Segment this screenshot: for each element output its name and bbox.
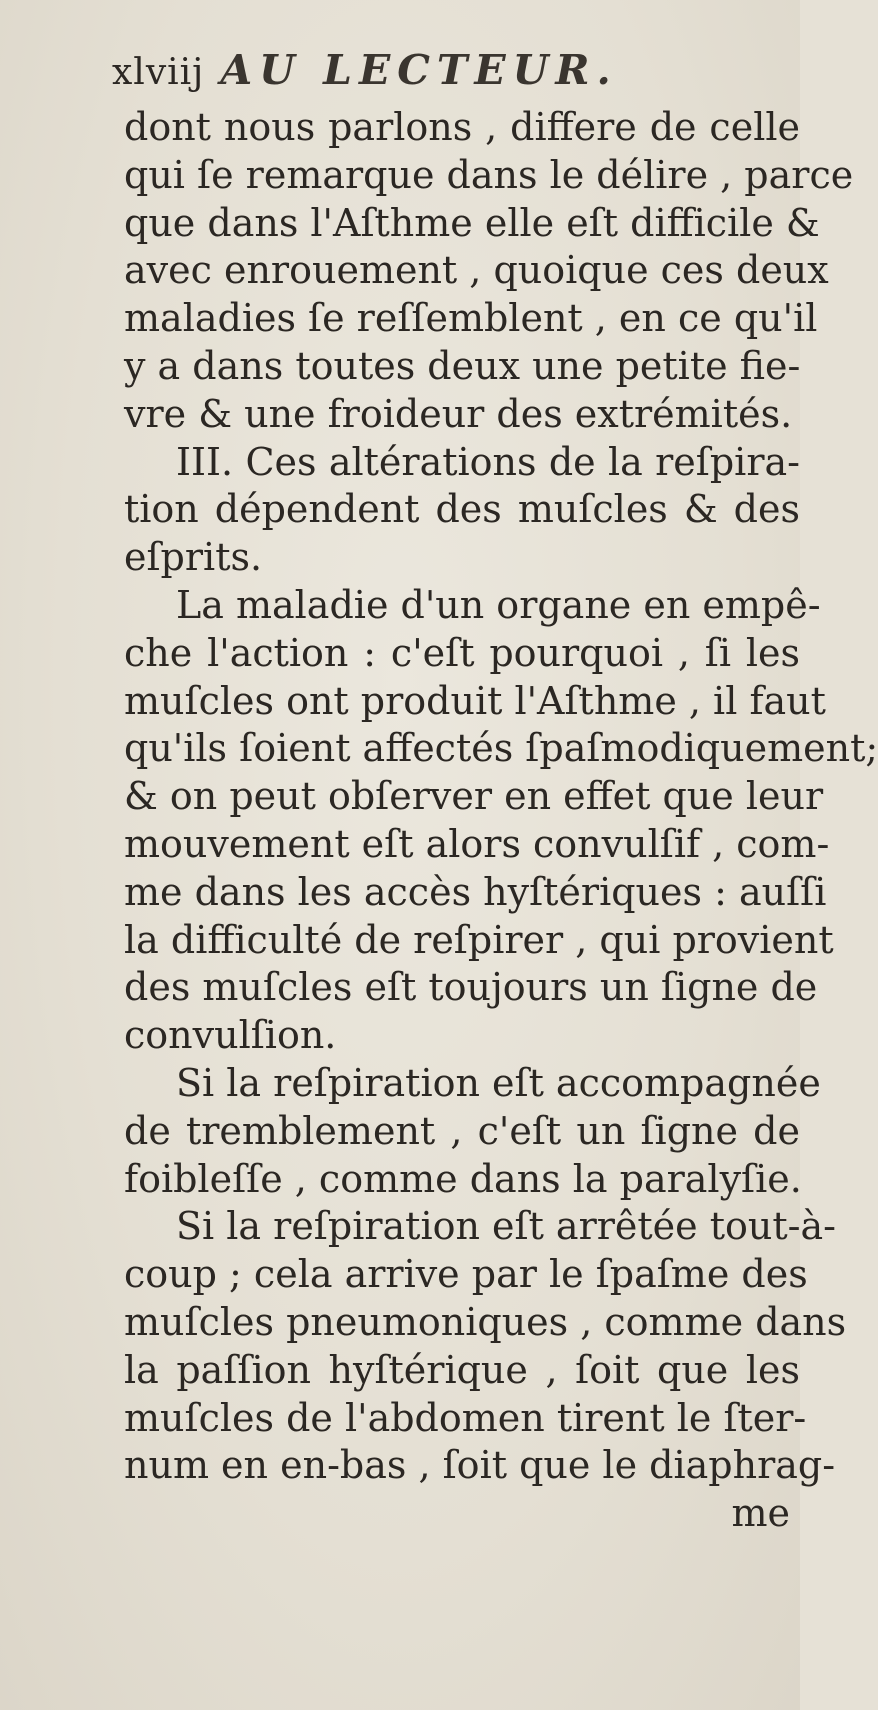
text-line: & on peut obſerver en effet que leur (124, 774, 824, 819)
text-line: num en en-bas , ſoit que le diaphrag- (124, 1443, 836, 1488)
text-line: foibleſſe , comme dans la paralyſie. (124, 1156, 802, 1201)
text-line: la difficulté de reſpirer , qui provient (124, 917, 834, 962)
text-line: vre & une froideur des extrémités. (124, 391, 793, 436)
text-line: coup ; cela arrive par le ſpaſme des (124, 1252, 808, 1297)
page-header (112, 46, 618, 96)
paragraph-start-line: III. Ces altérations de la reſpira- (176, 439, 800, 484)
text-line: dont nous parlons , differe de celle (124, 105, 800, 149)
text-line: de tremblement , c'eſt un ſigne de (124, 1108, 800, 1153)
page-number: xlviij (112, 52, 205, 93)
text-line: eſprits. (124, 535, 263, 580)
text-line: muſcles ont produit l'Aſthme , il faut (124, 678, 826, 723)
running-title: AU LECTEUR. (220, 46, 618, 94)
text-line: qui ſe remarque dans le délire , parce (124, 152, 854, 197)
paragraph-start-line: Si la reſpiration eſt arrêtée tout-à- (176, 1204, 836, 1249)
text-line: y a dans toutes deux une petite fie- (124, 343, 801, 388)
text-line: qu'ils ſoient affectés ſpaſmodiquement; (124, 726, 878, 771)
paragraph-start-line: La maladie d'un organe en empê- (176, 582, 821, 627)
text-line: che l'action : c'eſt pourquoi , ſi les (124, 630, 800, 675)
text-line: muſcles de l'abdomen tirent le ſter- (124, 1395, 807, 1440)
paragraph-start-line: Si la reſpiration eſt accompagnée (176, 1060, 821, 1105)
text-line: des muſcles eſt toujours un ſigne de (124, 965, 818, 1010)
catchword: me (731, 1491, 790, 1536)
text-line: maladies ſe reſſemblent , en ce qu'il (124, 296, 818, 341)
text-line: la paſſion hyſtérique , ſoit que les (124, 1347, 800, 1392)
text-line: muſcles pneumoniques , comme dans (124, 1299, 847, 1344)
text-line: avec enrouement , quoique ces deux (124, 248, 829, 293)
body-text (124, 104, 878, 1538)
text-line: que dans l'Aſthme elle eſt difficile & (124, 200, 820, 245)
text-line: me dans les accès hyſtériques : auſſi (124, 869, 827, 914)
text-line: tion dépendent des muſcles & des (124, 487, 800, 532)
text-line: mouvement eſt alors convulſif , com- (124, 821, 830, 866)
text-line: convulſion. (124, 1013, 337, 1058)
